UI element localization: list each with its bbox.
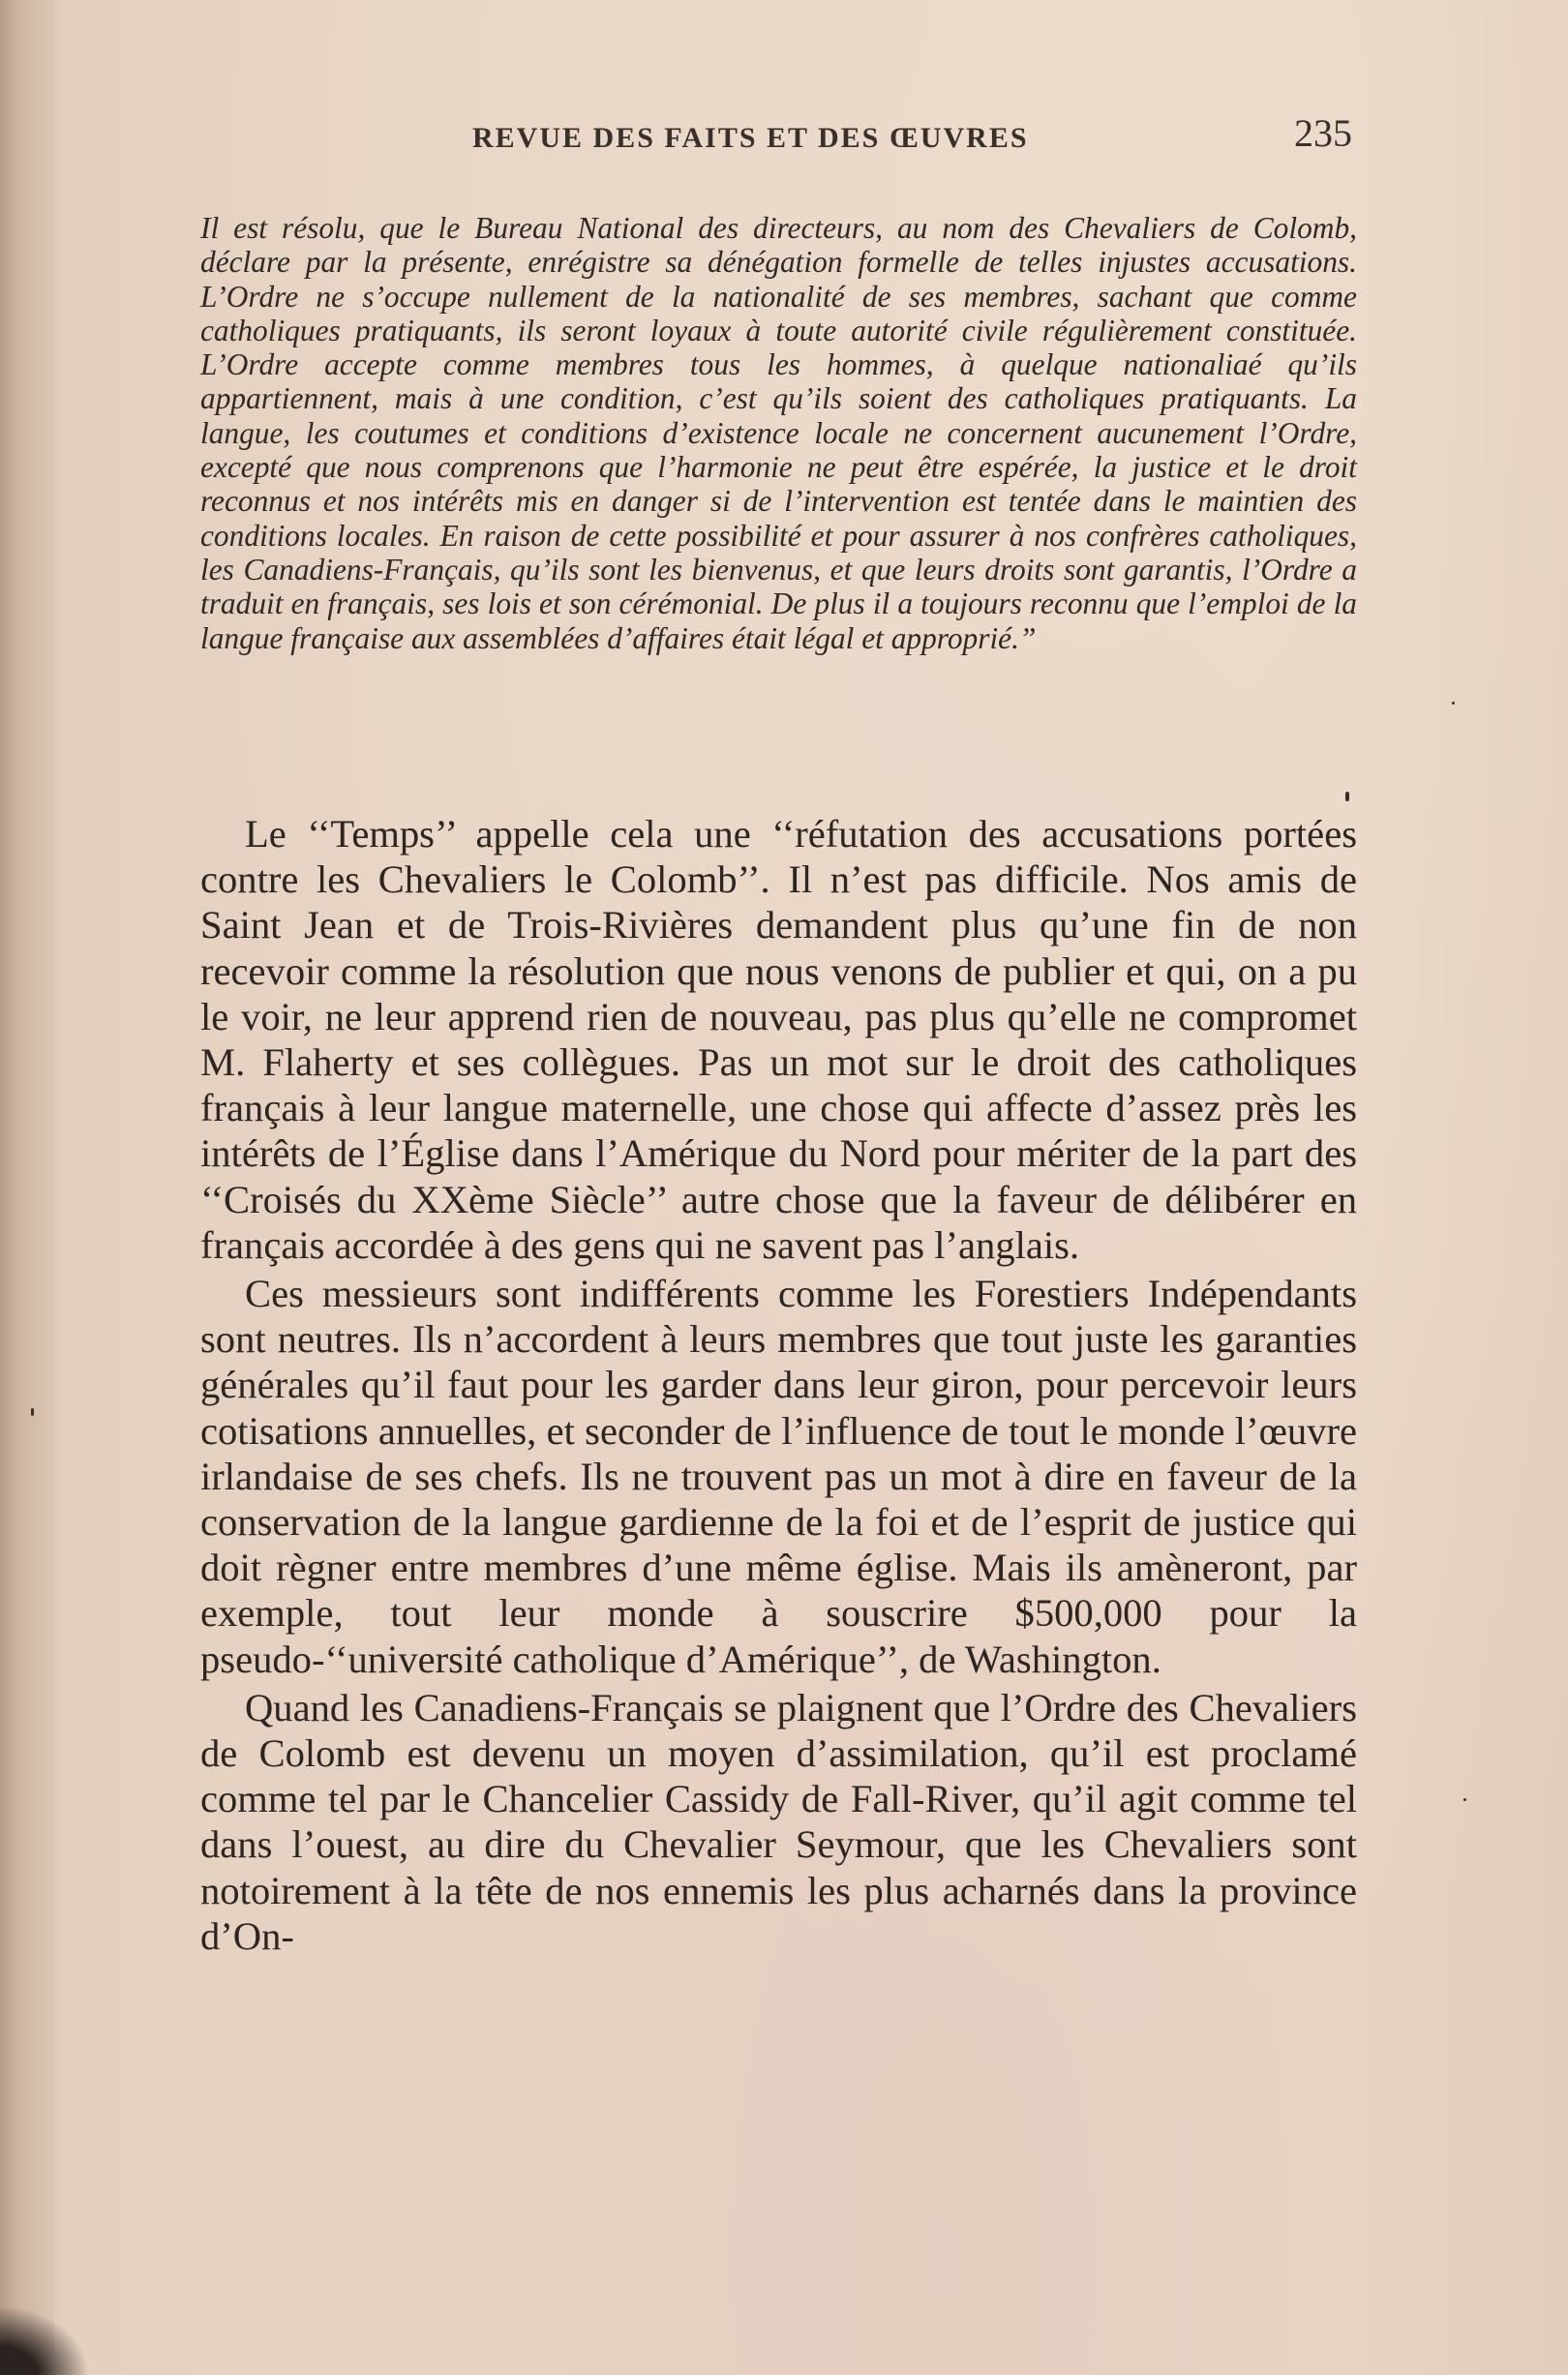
page-number: 235 [1294, 111, 1352, 155]
corner-shadow [0, 2307, 87, 2375]
paragraph-1: Le ‘‘Temps’’ appelle cela une ‘‘réfutation des accusations portées contre les Chevaliers le Colomb’’. Il n’est pas difficile. Nos amis de Saint Jean et de Trois-Rivières demandent plus qu’une fin de non recevoir comme la résolution que nous venons de publier et qui, on a pu le voir, ne leur apprend rien de nouveau, pas plus qu’elle ne compromet M. Flaherty et ses collègues. Pas un mot sur le droit des catholiques français à leur langue maternelle, une chose qui affecte d’assez près les intérêts de l’Église dans l’Amérique du Nord pour mériter de la part des ‘‘Croisés du XXème Siècle’’ autre chose que la faveur de délibérer en français accordée à des gens qui ne savent pas l’anglais. [200, 812, 1357, 1267]
ink-speck [1345, 792, 1349, 801]
quoted-resolution [200, 211, 1357, 655]
paragraph-3: Quand les Canadiens-Français se plaignent que l’Ordre des Chevaliers de Colomb est devenu un moyen d’assimilation, qu’il est proclamé comme tel par le Chancelier Cassidy de Fall-River, qu’il agit comme tel dans l’ouest, au dire du Chevalier Seymour, que les Chevaliers sont notoirement à la tête de nos ennemis les plus acharnés dans la province d’On- [200, 1685, 1357, 1958]
paragraph-2: Ces messieurs sont indifférents comme les Forestiers Indépendants sont neutres. Ils n’accordent à leurs membres que tout juste les garanties générales qu’il faut pour les garder dans leur giron, pour percevoir leurs cotisations annuelles, et seconder de l’influence de tout le monde l’œuvre irlandaise de ses chefs. Ils ne trouvent pas un mot à dire en faveur de la conservation de la langue gardienne de la foi et de l’esprit de justice qui doit règner entre membres d’une même église. Mais ils amèneront, par exemple, tout leur monde à souscrire $500,000 pour la pseudo-‘‘université catholique d’Amérique’’, de Washington. [200, 1272, 1357, 1681]
quote-paragraph: Il est résolu, que le Bureau National des directeurs, au nom des Chevaliers de Colomb, déclare par la présente, enrégistre sa dénégation formelle de telles injustes accusations. L’Ordre ne s’occupe nullement de la nationalité de ses membres, sachant que comme catholiques pratiquants, ils seront loyaux à toute autorité civile régulièrement constituée. L’Ordre accepte comme membres tous les hommes, à quelque nationaliaé qu’ils appartiennent, mais à une condition, c’est qu’ils soient des catholiques pratiquants. La langue, les coutumes et conditions d’existence locale ne concernent aucunement l’Ordre, excepté que nous comprenons que l’harmonie ne peut être espérée, la justice et le droit reconnus et nos intérêts mis en danger si de l’intervention est tentée dans le maintien des conditions locales. En raison de cette possibilité et pour assurer à nos confrères catholiques, les Canadiens-Français, qu’ils sont les bienvenus, et que leurs droits sont garantis, l’Ordre a traduit en français, ses lois et son cérémonial. De plus il a toujours reconnu que l’emploi de la langue française aux assemblées d’affaires était légal et approprié.” [200, 211, 1357, 655]
body-text [200, 811, 1357, 1959]
running-title: REVUE DES FAITS ET DES ŒUVRES [472, 122, 1029, 154]
book-binding-edge [0, 0, 54, 2375]
ink-speck [1463, 1798, 1466, 1801]
ink-speck [1452, 702, 1455, 705]
ink-speck [31, 1408, 34, 1416]
